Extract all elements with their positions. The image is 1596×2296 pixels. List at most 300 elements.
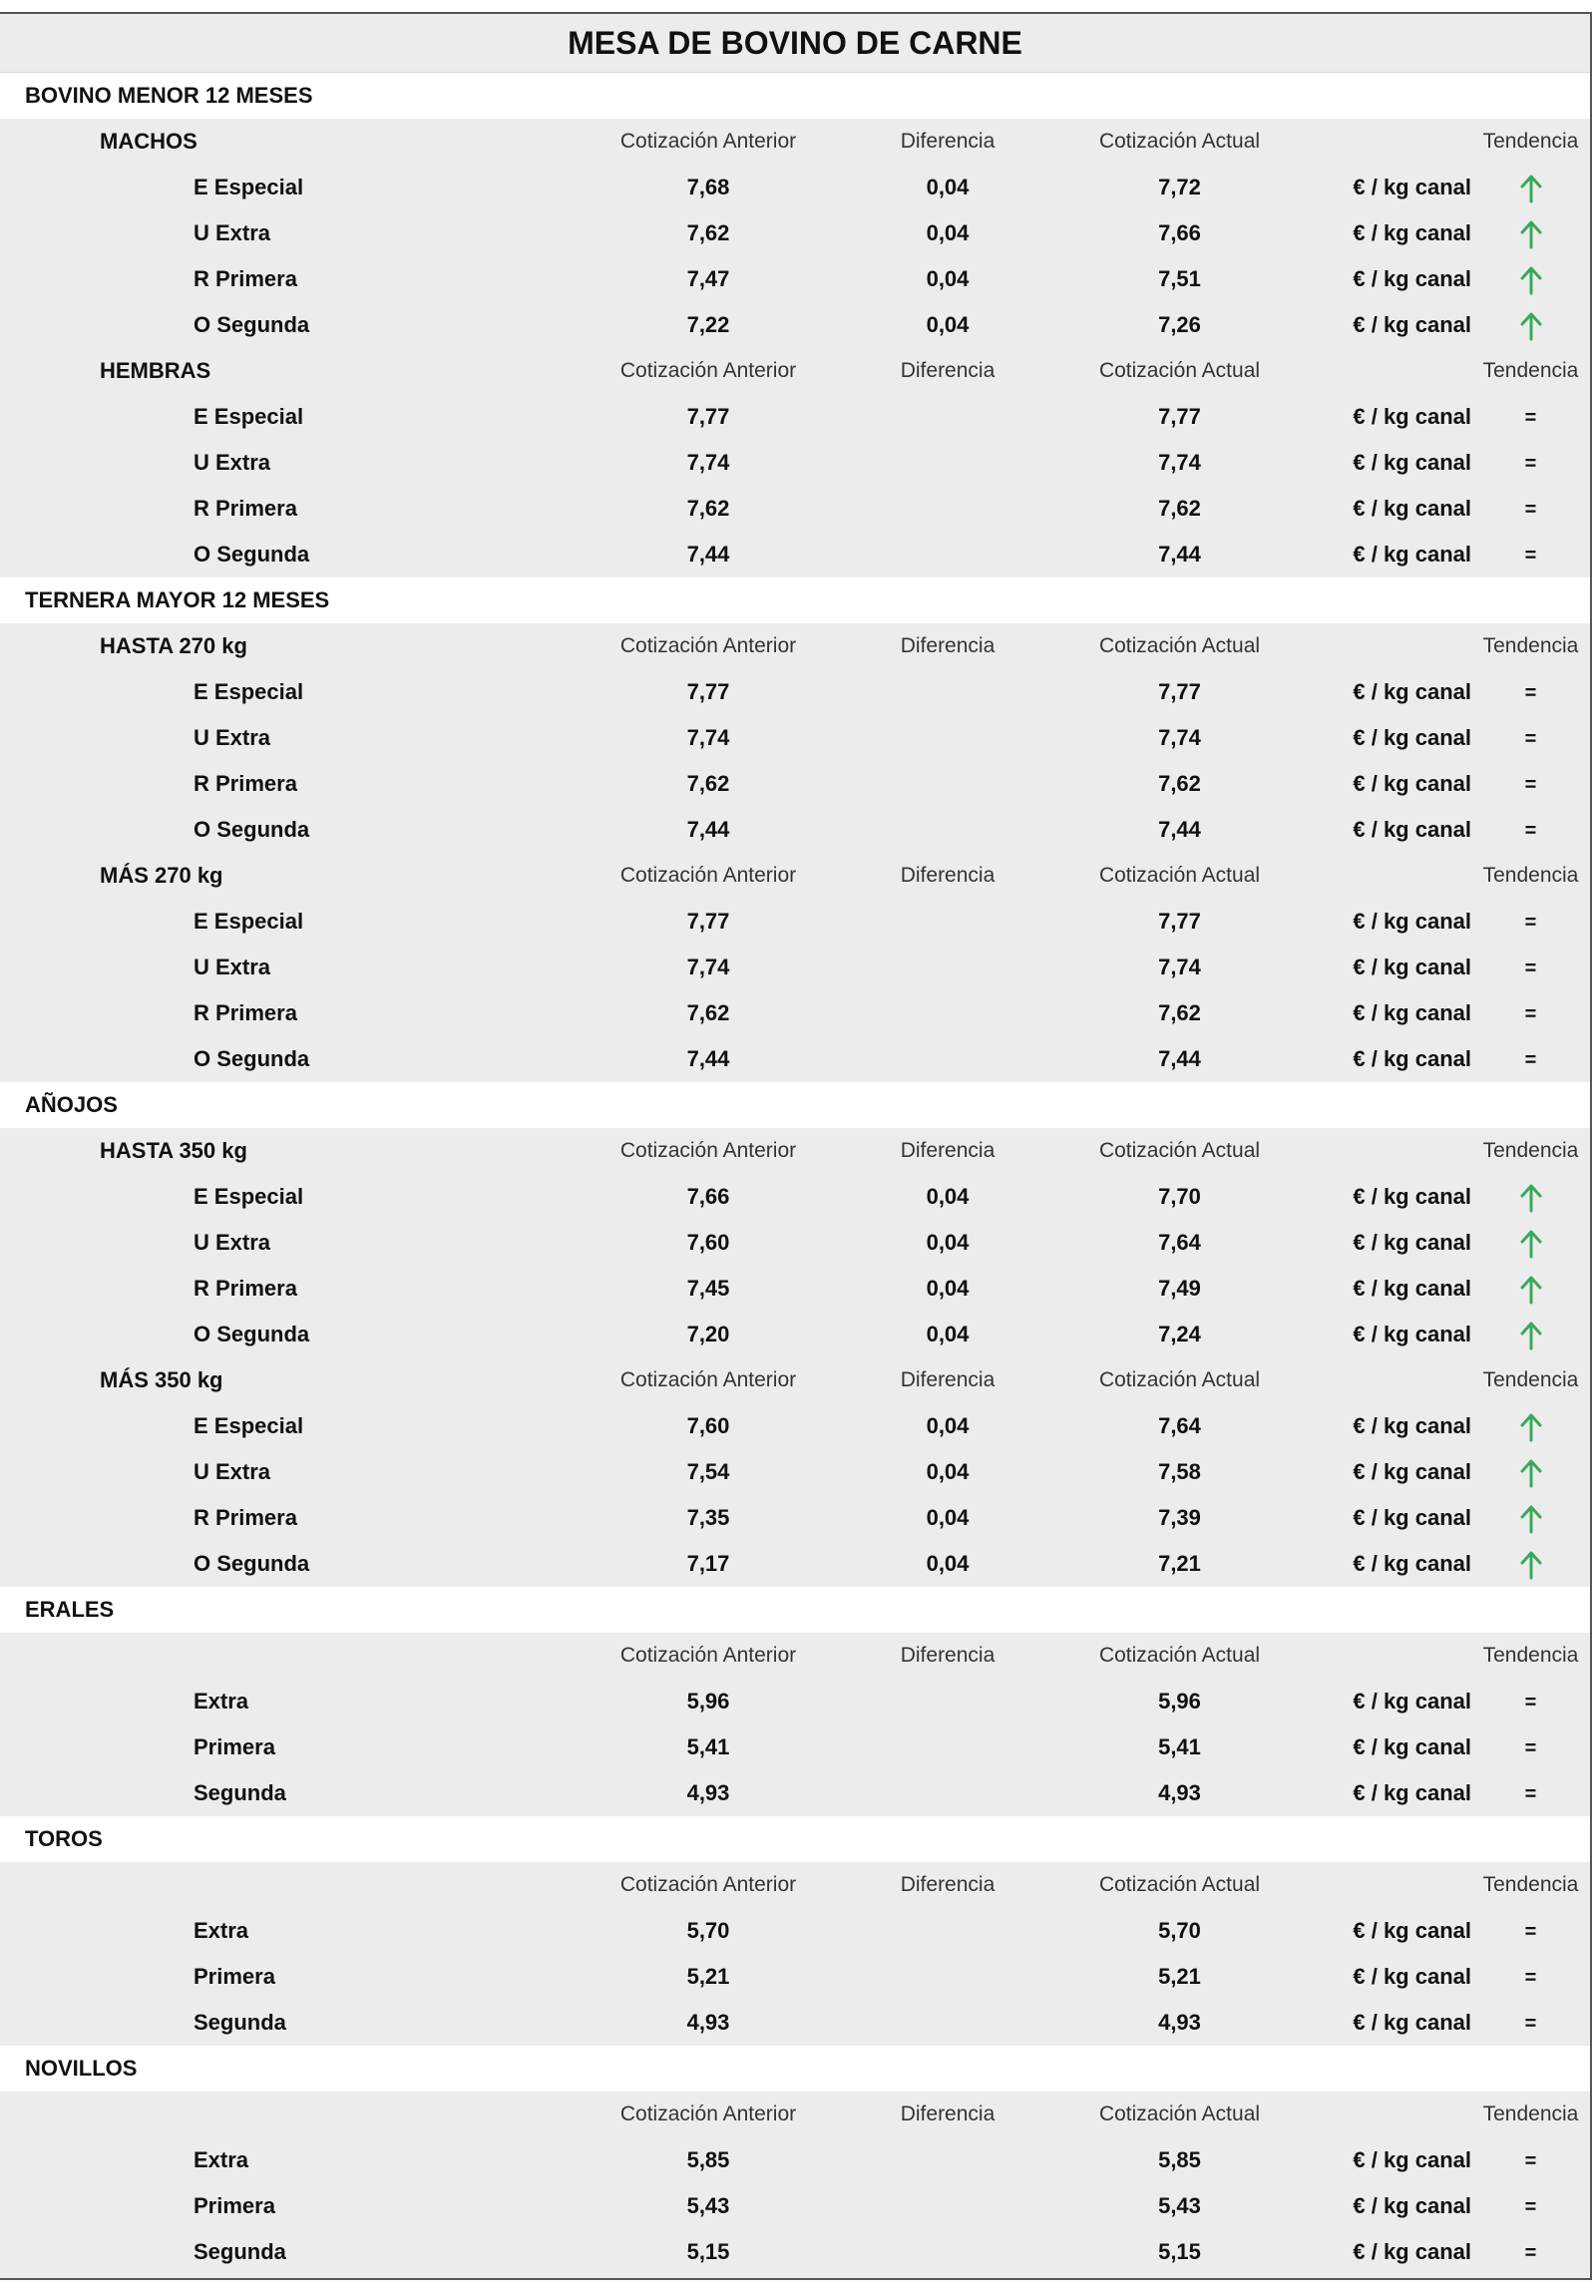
trend-equal: = [1524,1921,1537,1943]
row-label: R Primera [194,771,297,796]
prev-price: 7,20 [686,1322,730,1346]
row-label: E Especial [194,679,304,704]
current-price: 4,93 [1158,2010,1201,2035]
col-header-diff: Diferencia [900,1139,996,1162]
trend-cell [1471,1954,1590,2001]
trend-equal: = [1524,2150,1537,2172]
current-price: 7,72 [1158,175,1201,199]
price-difference: 0,04 [926,1276,970,1301]
table-row [0,2229,1590,2275]
row-label: E Especial [194,909,304,934]
prev-price: 5,15 [686,2239,730,2264]
price-difference: 0,04 [926,1184,970,1209]
trend-cell [1471,1541,1590,1587]
price-unit: € / kg canal [1353,1276,1471,1301]
prev-price: 5,70 [686,1918,730,1943]
current-price: 7,77 [1158,404,1201,429]
price-unit: € / kg canal [1353,2147,1471,2172]
col-header-trend: Tendencia [1482,1139,1579,1162]
prev-price: 7,74 [686,450,730,475]
col-header-diff: Diferencia [900,634,996,657]
row-label: R Primera [194,1276,297,1301]
col-header-spacer [1292,623,1471,669]
prev-price: 7,60 [686,1230,730,1255]
group-header-row [0,853,1590,899]
group-title: HASTA 350 kg [100,1138,247,1163]
price-table [0,12,1592,2280]
trend-cell [1471,2000,1590,2047]
price-difference: 0,04 [926,312,970,337]
table-row [0,715,1590,761]
trend-cell [1471,532,1590,578]
trend-cell [1471,1403,1590,1449]
col-header-diff: Diferencia [900,359,996,382]
row-label: U Extra [194,955,271,979]
price-unit: € / kg canal [1353,1459,1471,1484]
trend-up-arrow-icon [1520,1229,1542,1259]
price-difference [828,394,1067,441]
trend-cell [1471,669,1590,716]
col-header-prev: Cotización Anterior [619,1368,797,1391]
col-header-curr: Cotización Actual [1098,1644,1261,1667]
prev-price: 7,66 [686,1184,730,1209]
table-row [0,440,1590,486]
row-label: R Primera [194,1505,297,1530]
group-title: MÁS 270 kg [100,863,223,888]
price-unit: € / kg canal [1353,1000,1471,1025]
col-header-spacer [1292,1128,1471,1174]
table-row [0,256,1590,302]
row-label: E Especial [194,404,304,429]
group-header-row [0,1357,1590,1403]
col-header-spacer [1292,1633,1471,1679]
row-label: Extra [194,1918,249,1943]
price-unit: € / kg canal [1353,312,1471,337]
trend-cell [1471,1724,1590,1771]
prev-price: 7,17 [686,1551,730,1576]
current-price: 7,62 [1158,771,1201,796]
table-row [0,1449,1590,1495]
col-header-prev: Cotización Anterior [619,864,797,887]
trend-equal: = [1524,407,1537,429]
price-unit: € / kg canal [1353,404,1471,429]
col-header-trend: Tendencia [1482,864,1579,887]
prev-price: 7,62 [686,496,730,521]
col-header-prev: Cotización Anterior [619,634,797,657]
table-row [0,2183,1590,2229]
table-row [0,1908,1590,1954]
price-difference: 0,04 [926,266,970,291]
trend-cell [1471,1266,1590,1312]
col-header-curr: Cotización Actual [1098,1873,1261,1896]
col-header-diff: Diferencia [900,1644,996,1667]
col-header-spacer [1292,348,1471,394]
price-difference [828,1770,1067,1817]
group-title [0,1862,589,1908]
col-header-prev: Cotización Anterior [619,1873,797,1896]
trend-equal: = [1524,1737,1537,1759]
price-difference: 0,04 [926,175,970,199]
price-unit: € / kg canal [1353,1780,1471,1805]
prev-price: 7,62 [686,220,730,245]
col-header-spacer [1292,119,1471,165]
price-difference [828,1679,1067,1725]
table-row [0,990,1590,1036]
prev-price: 4,93 [686,1780,730,1805]
group-title [0,1633,589,1679]
table-row [0,945,1590,990]
current-price: 5,85 [1158,2147,1201,2172]
current-price: 5,21 [1158,1964,1201,1989]
trend-cell [1471,1312,1590,1357]
row-label: O Segunda [194,1046,310,1071]
trend-equal: = [1524,2196,1537,2218]
trend-up-arrow-icon [1520,1550,1542,1580]
price-unit: € / kg canal [1353,955,1471,979]
trend-up-arrow-icon [1520,219,1542,249]
table-row [0,1266,1590,1312]
price-difference: 0,04 [926,1505,970,1530]
price-unit: € / kg canal [1353,1230,1471,1255]
row-label: Extra [194,1689,249,1714]
current-price: 7,44 [1158,1046,1201,1071]
current-price: 7,66 [1158,220,1201,245]
trend-cell [1471,2137,1590,2184]
row-label: O Segunda [194,817,310,842]
prev-price: 7,68 [686,175,730,199]
trend-cell [1471,807,1590,854]
col-header-curr: Cotización Actual [1098,2103,1261,2125]
current-price: 7,77 [1158,679,1201,704]
price-difference [828,990,1067,1037]
current-price: 7,64 [1158,1413,1201,1438]
price-unit: € / kg canal [1353,817,1471,842]
price-unit: € / kg canal [1353,725,1471,750]
table-row [0,1954,1590,2000]
price-difference [828,1724,1067,1771]
table-row [0,210,1590,256]
group-header-row [0,348,1590,394]
price-unit: € / kg canal [1353,1322,1471,1346]
trend-cell [1471,715,1590,762]
current-price: 7,74 [1158,955,1201,979]
trend-cell [1471,1174,1590,1220]
trend-up-arrow-icon [1520,1275,1542,1305]
price-difference [828,532,1067,578]
current-price: 7,64 [1158,1230,1201,1255]
section-title: TERNERA MAYOR 12 MESES [0,577,1590,623]
price-unit: € / kg canal [1353,1551,1471,1576]
prev-price: 7,77 [686,909,730,934]
trend-equal: = [1524,774,1537,796]
section-title: NOVILLOS [0,2046,1590,2092]
trend-up-arrow-icon [1520,1321,1542,1350]
group-header-row [0,2092,1590,2137]
current-price: 7,70 [1158,1184,1201,1209]
table-row [0,669,1590,715]
trend-equal: = [1524,728,1537,750]
col-header-prev: Cotización Anterior [619,1139,797,1162]
trend-equal: = [1524,1967,1537,1989]
group-header-row [0,623,1590,669]
price-unit: € / kg canal [1353,175,1471,199]
trend-cell [1471,165,1590,210]
table-row [0,1312,1590,1357]
prev-price: 7,47 [686,266,730,291]
current-price: 5,70 [1158,1918,1201,1943]
current-price: 7,44 [1158,542,1201,567]
col-header-trend: Tendencia [1482,2103,1579,2125]
price-unit: € / kg canal [1353,450,1471,475]
price-unit: € / kg canal [1353,496,1471,521]
group-title: HASTA 270 kg [100,633,247,658]
col-header-prev: Cotización Anterior [619,130,797,153]
prev-price: 7,22 [686,312,730,337]
prev-price: 7,44 [686,542,730,567]
group-header-row [0,1633,1590,1679]
col-header-prev: Cotización Anterior [619,359,797,382]
price-unit: € / kg canal [1353,1184,1471,1209]
prev-price: 5,96 [686,1689,730,1714]
current-price: 7,62 [1158,1000,1201,1025]
row-label: Primera [194,2193,275,2218]
price-unit: € / kg canal [1353,909,1471,934]
current-price: 7,21 [1158,1551,1201,1576]
trend-cell [1471,210,1590,256]
table-row [0,1036,1590,1082]
trend-cell [1471,990,1590,1037]
price-unit: € / kg canal [1353,1689,1471,1714]
section-title: TOROS [0,1816,1590,1862]
current-price: 7,74 [1158,450,1201,475]
col-header-trend: Tendencia [1482,1644,1579,1667]
col-header-spacer [1292,853,1471,899]
current-price: 7,62 [1158,496,1201,521]
row-label: O Segunda [194,542,310,567]
price-unit: € / kg canal [1353,2239,1471,2264]
trend-cell [1471,1770,1590,1817]
col-header-curr: Cotización Actual [1098,1368,1261,1391]
table-row [0,532,1590,577]
trend-equal: = [1524,499,1537,521]
current-price: 5,43 [1158,2193,1201,2218]
current-price: 5,41 [1158,1734,1201,1759]
row-label: U Extra [194,725,271,750]
col-header-curr: Cotización Actual [1098,359,1261,382]
table-row [0,1403,1590,1449]
price-difference: 0,04 [926,1322,970,1346]
col-header-trend: Tendencia [1482,634,1579,657]
table-row [0,1679,1590,1724]
prev-price: 7,77 [686,679,730,704]
price-difference [828,807,1067,854]
table-body [0,73,1590,2275]
col-header-trend: Tendencia [1482,359,1579,382]
prev-price: 7,77 [686,404,730,429]
group-title: HEMBRAS [100,358,211,383]
col-header-diff: Diferencia [900,864,996,887]
current-price: 5,15 [1158,2239,1201,2264]
price-unit: € / kg canal [1353,266,1471,291]
col-header-diff: Diferencia [900,1873,996,1896]
trend-cell [1471,1908,1590,1955]
table-row [0,899,1590,945]
prev-price: 7,74 [686,955,730,979]
table-row [0,1724,1590,1770]
trend-up-arrow-icon [1520,311,1542,341]
trend-cell [1471,2183,1590,2230]
current-price: 7,39 [1158,1505,1201,1530]
prev-price: 7,35 [686,1505,730,1530]
current-price: 7,49 [1158,1276,1201,1301]
current-price: 7,51 [1158,266,1201,291]
col-header-prev: Cotización Anterior [619,1644,797,1667]
trend-cell [1471,256,1590,302]
current-price: 4,93 [1158,1780,1201,1805]
trend-equal: = [1524,820,1537,842]
trend-cell [1471,394,1590,441]
trend-up-arrow-icon [1520,1504,1542,1534]
prev-price: 7,74 [686,725,730,750]
row-label: R Primera [194,1000,297,1025]
price-unit: € / kg canal [1353,679,1471,704]
trend-equal: = [1524,2013,1537,2035]
table-row [0,2137,1590,2183]
price-difference [828,899,1067,946]
prev-price: 5,21 [686,1964,730,1989]
trend-up-arrow-icon [1520,174,1542,203]
col-header-trend: Tendencia [1482,130,1579,153]
col-header-diff: Diferencia [900,130,996,153]
group-title [0,2092,589,2137]
price-unit: € / kg canal [1353,1505,1471,1530]
prev-price: 5,43 [686,2193,730,2218]
row-label: U Extra [194,220,271,245]
price-difference [828,669,1067,716]
trend-equal: = [1524,1783,1537,1805]
current-price: 7,44 [1158,817,1201,842]
trend-up-arrow-icon [1520,265,1542,295]
price-difference: 0,04 [926,220,970,245]
trend-equal: = [1524,912,1537,934]
row-label: E Especial [194,1184,304,1209]
table-row [0,1770,1590,1816]
current-price: 7,77 [1158,909,1201,934]
trend-cell [1471,945,1590,991]
table-row [0,2000,1590,2046]
prev-price: 5,85 [686,2147,730,2172]
row-label: O Segunda [194,1551,310,1576]
price-difference [828,2183,1067,2230]
trend-equal: = [1524,1692,1537,1714]
trend-up-arrow-icon [1520,1183,1542,1213]
col-header-diff: Diferencia [900,1368,996,1391]
row-label: Segunda [194,1780,286,1805]
trend-up-arrow-icon [1520,1412,1542,1442]
price-difference [828,440,1067,487]
price-unit: € / kg canal [1353,771,1471,796]
trend-equal: = [1524,453,1537,475]
price-difference: 0,04 [926,1413,970,1438]
col-header-spacer [1292,1357,1471,1403]
trend-equal: = [1524,682,1537,704]
trend-equal: = [1524,1003,1537,1025]
trend-cell [1471,1449,1590,1495]
col-header-diff: Diferencia [900,2103,996,2125]
trend-cell [1471,1220,1590,1266]
price-unit: € / kg canal [1353,1413,1471,1438]
table-row [0,1220,1590,1266]
table-row [0,486,1590,532]
col-header-curr: Cotización Actual [1098,130,1261,153]
table-row [0,1541,1590,1587]
price-difference [828,2137,1067,2184]
price-difference [828,2229,1067,2276]
table-row [0,302,1590,348]
price-difference [828,715,1067,762]
group-header-row [0,119,1590,165]
row-label: O Segunda [194,1322,310,1346]
price-unit: € / kg canal [1353,1964,1471,1989]
trend-equal: = [1524,1049,1537,1071]
row-label: Segunda [194,2010,286,2035]
row-label: Primera [194,1734,275,1759]
row-label: Segunda [194,2239,286,2264]
row-label: Primera [194,1964,275,1989]
row-label: U Extra [194,450,271,475]
price-unit: € / kg canal [1353,220,1471,245]
price-unit: € / kg canal [1353,542,1471,567]
section-title: BOVINO MENOR 12 MESES [0,73,1590,119]
price-difference [828,1908,1067,1955]
price-unit: € / kg canal [1353,1734,1471,1759]
price-unit: € / kg canal [1353,1046,1471,1071]
row-label: U Extra [194,1230,271,1255]
group-title: MACHOS [100,129,198,154]
price-unit: € / kg canal [1353,1918,1471,1943]
trend-cell [1471,302,1590,348]
col-header-prev: Cotización Anterior [619,2103,797,2125]
group-title: MÁS 350 kg [100,1367,223,1392]
trend-cell [1471,2229,1590,2276]
price-unit: € / kg canal [1353,2010,1471,2035]
current-price: 7,58 [1158,1459,1201,1484]
row-label: E Especial [194,175,304,199]
table-row [0,394,1590,440]
row-label: O Segunda [194,312,310,337]
table-row [0,165,1590,210]
trend-cell [1471,899,1590,946]
trend-cell [1471,486,1590,533]
prev-price: 7,62 [686,771,730,796]
prev-price: 7,45 [686,1276,730,1301]
price-difference [828,761,1067,808]
current-price: 7,26 [1158,312,1201,337]
price-difference [828,1954,1067,2001]
table-row [0,761,1590,807]
price-difference: 0,04 [926,1230,970,1255]
price-difference [828,945,1067,991]
col-header-spacer [1292,2092,1471,2137]
row-label: U Extra [194,1459,271,1484]
trend-equal: = [1524,545,1537,567]
price-difference: 0,04 [926,1551,970,1576]
table-row [0,1174,1590,1220]
page-title: MESA DE BOVINO DE CARNE [0,14,1590,73]
price-unit: € / kg canal [1353,2193,1471,2218]
price-difference: 0,04 [926,1459,970,1484]
current-price: 7,24 [1158,1322,1201,1346]
